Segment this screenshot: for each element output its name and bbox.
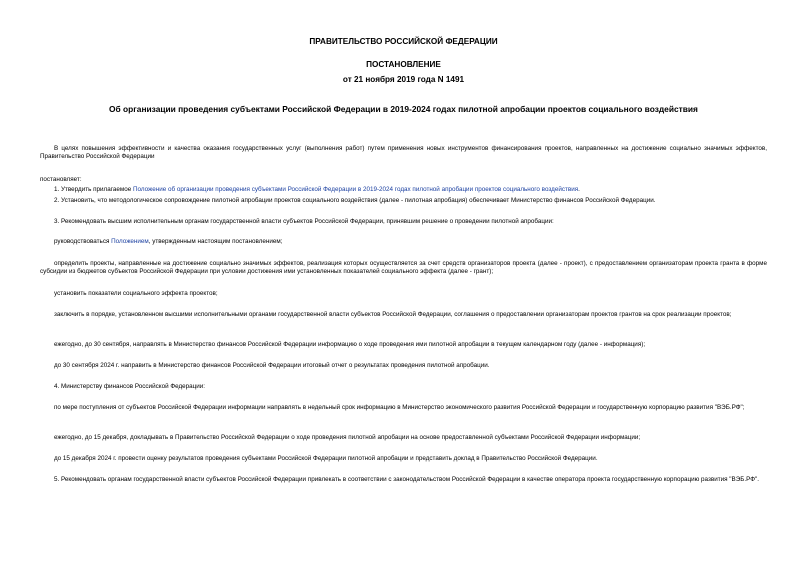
paragraph-4c: до 15 декабря 2024 г. провести оценку результатов проведения субъектами Российской Федерации пилотной апробации и представить доклад в Правительство Российской Федерации. — [54, 455, 598, 462]
paragraph-3e: ежегодно, до 30 сентября, направлять в Министерство финансов Российской Федерации информацию о ходе проведения ими пилотной апробации в текущем календарном году (далее - информация); — [54, 341, 646, 348]
paragraph-3a-suffix: , утвержденным настоящим постановлением; — [148, 238, 283, 245]
paragraph-3f: до 30 сентября 2024 г. направить в Министерство финансов Российской Федерации итоговый отчет о результатах проведения пилотной апробации. — [54, 362, 490, 369]
paragraph-3: 3. Рекомендовать высшим исполнительным органам государственной власти субъектов Российской Федерации, принявшим решение о проведении пилотной апробации: — [54, 218, 554, 225]
paragraph-4a: по мере поступления от субъектов Российской Федерации информации направлять в недельный срок информацию в Министерство экономического развития Российской Федерации и государственную корпорацию развития "ВЭБ.РФ"; — [54, 404, 745, 411]
paragraph-1-prefix: 1. Утвердить прилагаемое — [54, 186, 133, 193]
paragraph-3b: определить проекты, направленные на достижение социально значимых эффектов, реализация которых осуществляется за счет средств организаторов проекта (далее - проект), с предоставлением организаторам проекта гранта в форме субсидии из бюджетов субъектов Российской Федерации при условии достижения ими установленных показателей социального эффекта (далее - грант); — [40, 260, 767, 276]
government-heading: ПРАВИТЕЛЬСТВО РОССИЙСКОЙ ФЕДЕРАЦИИ — [309, 37, 498, 46]
paragraph-3a — [40, 238, 767, 246]
regulation-link[interactable]: Положение об организации проведения субъектами Российской Федерации в 2019-2024 годах пилотной апробации проектов социального воздействия — [132, 186, 579, 193]
document-type: ПОСТАНОВЛЕНИЕ — [366, 60, 441, 69]
paragraph-3d: заключить в порядке, установленном высшими исполнительными органами государственной власти субъектов Российской Федерации, соглашения о предоставлении организаторам проектов грантов на срок реализации проектов; — [54, 311, 732, 318]
paragraph-3c: установить показатели социального эффекта проектов; — [54, 290, 218, 297]
paragraph-2: 2. Установить, что методологическое сопровождение пилотной апробации проектов социального воздействия (далее - пилотная апробация) обеспечивает Министерство финансов Российской Федерации. — [54, 197, 656, 204]
paragraph-1 — [40, 186, 767, 194]
paragraph-4: 4. Министерству финансов Российской Федерации: — [54, 383, 206, 390]
document-title: Об организации проведения субъектами Российской Федерации в 2019-2024 годах пилотной апробации проектов социального воздействия — [109, 104, 698, 114]
paragraph-1-suffix: . — [578, 186, 580, 193]
intro-paragraph: В целях повышения эффективности и качества оказания государственных услуг (выполнения работ) путем применения новых инструментов финансирования проектов, направленных на достижение социально значимых эффектов, Правительство Российской Федерации — [40, 145, 767, 161]
paragraph-4b: ежегодно, до 15 декабря, докладывать в Правительство Российской Федерации о ходе проведения пилотной апробации на основе предоставленной субъектами Российской Федерации информации; — [54, 434, 641, 441]
paragraph-5: 5. Рекомендовать органам государственной власти субъектов Российской Федерации привлекать в соответствии с законодательством Российской Федерации в качестве оператора проекта государственную корпорацию развития "ВЭБ.РФ". — [54, 476, 760, 483]
regulation-link-short[interactable]: Положением — [111, 238, 149, 245]
document-date-number: от 21 ноября 2019 года N 1491 — [342, 75, 465, 84]
resolves-line: постановляет: — [40, 176, 82, 183]
paragraph-3a-prefix: руководствоваться — [54, 238, 112, 245]
